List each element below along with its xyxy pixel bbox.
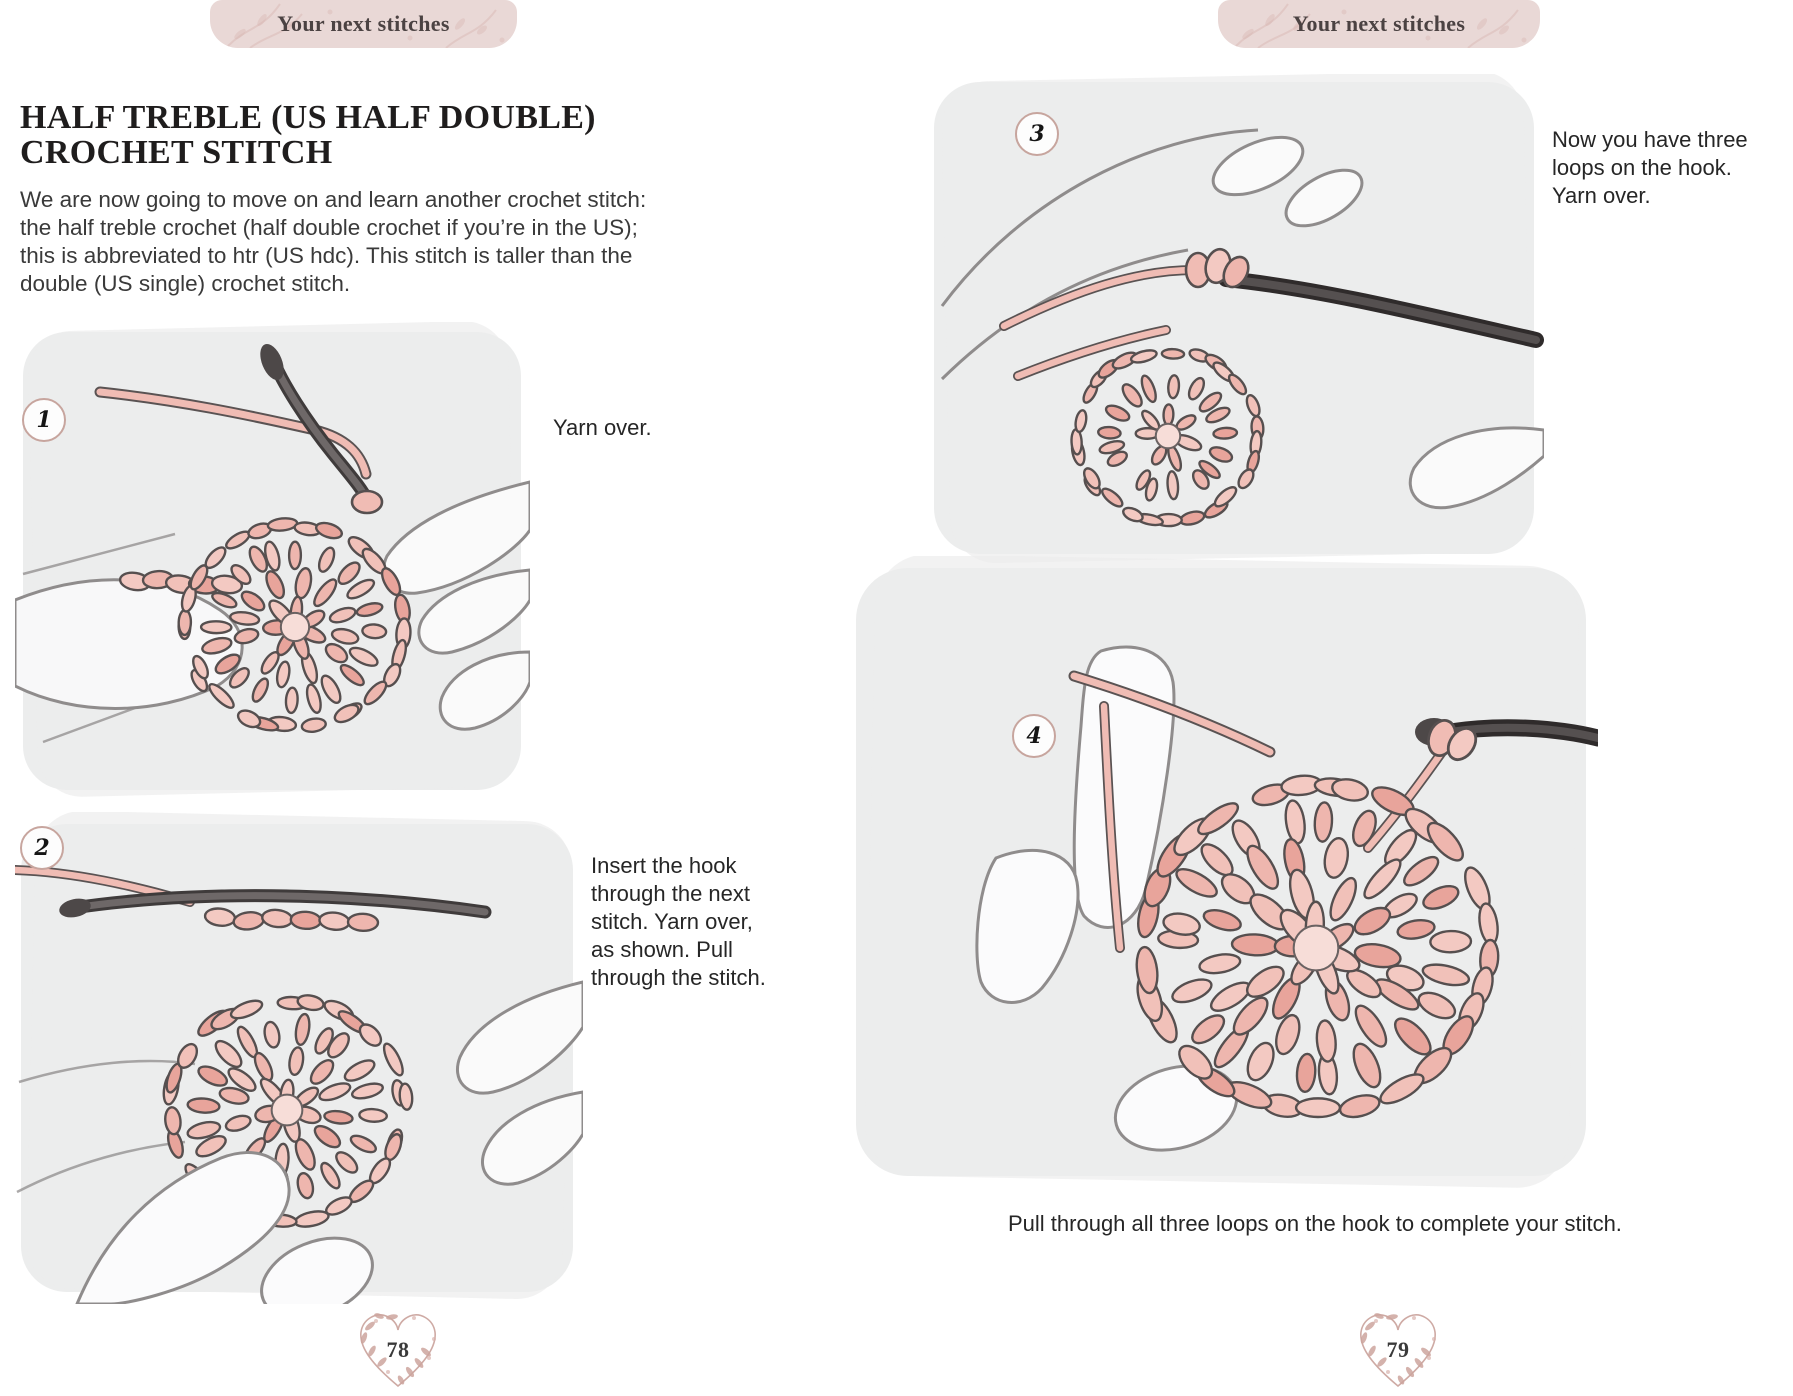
page-number-ornament-right	[1352, 1306, 1444, 1394]
step-number-4: 4	[1012, 714, 1056, 758]
step-caption-1: Yarn over.	[553, 415, 652, 440]
step-number-1: 1	[22, 398, 66, 442]
page-title-line2: CROCHET STITCH	[20, 134, 333, 171]
page-title	[20, 100, 720, 170]
illustration-step-4	[846, 556, 1598, 1190]
page-number-right: 79	[1386, 1337, 1410, 1362]
page-number-left: 78	[386, 1337, 410, 1362]
step-number-3: 3	[1015, 112, 1059, 156]
header-badge-label: Your next stitches	[277, 11, 450, 36]
yarn-loop	[352, 491, 382, 513]
header-badge-left	[210, 0, 517, 48]
illustration-step-3	[926, 74, 1544, 566]
header-badge-label: Your next stitches	[1292, 11, 1466, 36]
illustration-step-1	[15, 322, 530, 802]
step-caption-3: Now you have three loops on the hook. Yarn over.	[1552, 127, 1748, 208]
page-title-line1: HALF TREBLE (US HALF DOUBLE)	[20, 99, 596, 136]
illustration-step-2	[15, 812, 583, 1304]
page-number-ornament-left	[352, 1306, 444, 1394]
step-caption-4: Pull through all three loops on the hook to complete your stitch.	[1008, 1211, 1622, 1236]
step-caption-2: Insert the hook through the next stitch. Yarn over, as shown. Pull through the stitch.	[591, 853, 766, 990]
intro-paragraph: We are now going to move on and learn another crochet stitch: the half treble crochet (half double crochet if you’re in the US); this is abbreviated to htr (US hdc). This stitch is taller than the double (US single) crochet stitch.	[20, 187, 647, 296]
step-number-2: 2	[20, 826, 64, 870]
header-badge-right	[1218, 0, 1540, 48]
